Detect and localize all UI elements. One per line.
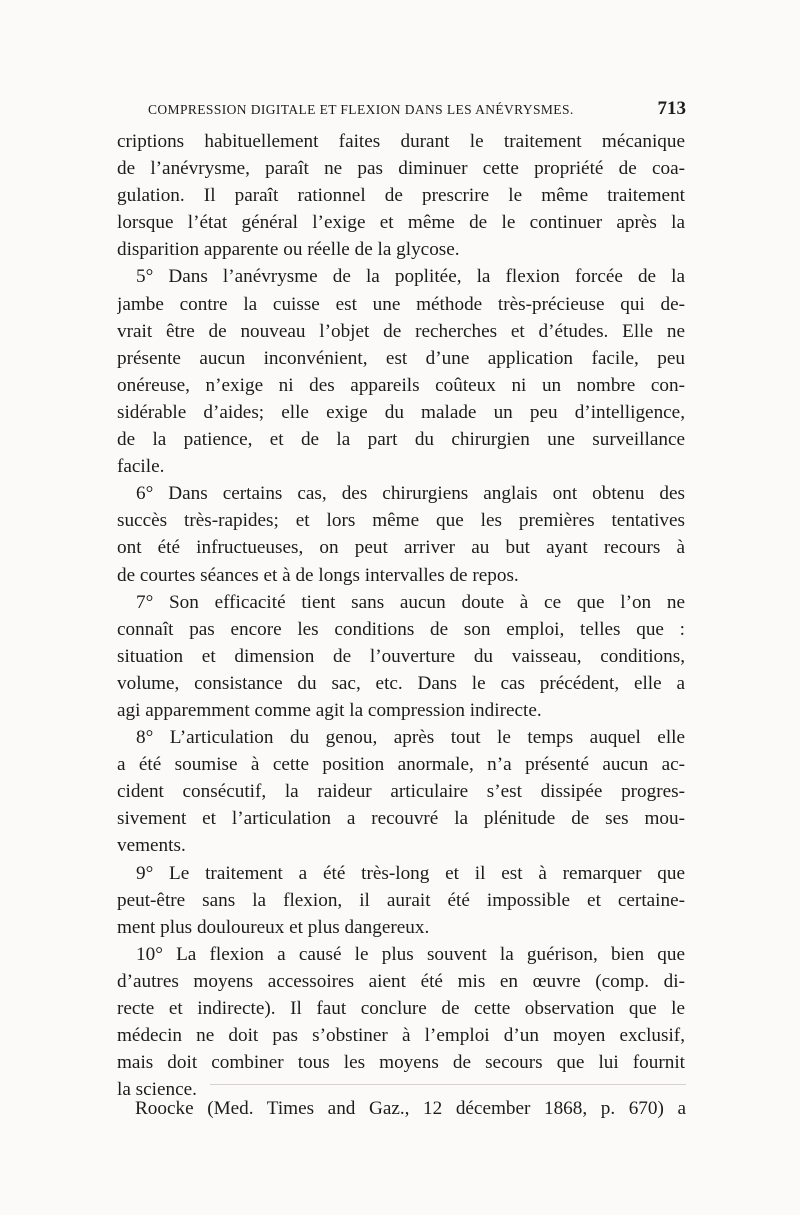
- page-number: 713: [657, 98, 686, 119]
- text-line: a été soumise à cette position anormale, n’a présenté aucun ac-: [117, 754, 685, 776]
- text-line: 8° L’articulation du genou, après tout le temps auquel elle: [136, 727, 685, 749]
- text-line: gulation. Il paraît rationnel de prescrire le même traitement: [117, 185, 685, 207]
- text-line: ont été infructueuses, on peut arriver au but ayant recours à: [117, 537, 685, 559]
- text-line: présente aucun inconvénient, est d’une application facile, peu: [117, 347, 685, 369]
- text-line: d’autres moyens accessoires aient été mis en œuvre (comp. di-: [117, 970, 685, 992]
- text-line: criptions habituellement faites durant le traitement mécanique: [117, 131, 685, 152]
- text-line: 7° Son efficacité tient sans aucun doute à ce que l’on ne: [136, 591, 685, 613]
- text-line: vements.: [117, 835, 186, 857]
- running-head: [148, 98, 686, 124]
- text-line: 9° Le traitement a été très-long et il est à remarquer que: [136, 862, 685, 884]
- running-title: COMPRESSION DIGITALE ET FLEXION DANS LES ANÉVRYSMES.: [148, 102, 574, 117]
- text-line: sidérable d’aides; elle exige du malade un peu d’intelligence,: [117, 401, 685, 423]
- body-text: [117, 128, 685, 1103]
- text-line: sivement et l’articulation a recouvré la plénitude de ses mou-: [117, 808, 685, 830]
- text-line: onéreuse, n’exige ni des appareils coûteux ni un nombre con-: [117, 374, 685, 396]
- text-line: lorsque l’état général l’exige et même de le continuer après la: [117, 212, 685, 234]
- text-line: de la patience, et de la part du chirurgien une surveillance: [117, 429, 685, 451]
- text-line: la science.: [117, 1079, 197, 1101]
- text-line: disparition apparente ou réelle de la glycose.: [117, 239, 460, 261]
- text-line: cident consécutif, la raideur articulaire s’est dissipée progres-: [117, 781, 685, 803]
- text-line: peut-être sans la flexion, il aurait été impossible et certaine-: [117, 889, 685, 911]
- text-line: 5° Dans l’anévrysme de la poplitée, la flexion forcée de la: [136, 266, 685, 288]
- text-line: situation et dimension de l’ouverture du vaisseau, conditions,: [117, 645, 685, 667]
- text-line: jambe contre la cuisse est une méthode très-précieuse qui de-: [117, 293, 685, 315]
- text-line: recte et indirecte). Il faut conclure de cette observation que le: [117, 998, 685, 1019]
- text-line: 6° Dans certains cas, des chirurgiens anglais ont obtenu des: [136, 483, 685, 505]
- text-line: succès très-rapides; et lors même que les premières tentatives: [117, 510, 685, 532]
- text-line: 10° La flexion a causé le plus souvent la guérison, bien que: [136, 943, 685, 965]
- text-line: agi apparemment comme agit la compression indirecte.: [117, 699, 542, 721]
- text-line: connaît pas encore les conditions de son emploi, telles que :: [117, 618, 685, 640]
- continuation-line: Roocke (Med. Times and Gaz., 12 décember 1868, p. 670) a: [135, 1098, 686, 1119]
- text-line: volume, consistance du sac, etc. Dans le cas précédent, elle a: [117, 672, 685, 694]
- text-line: vrait être de nouveau l’objet de recherches et d’études. Elle ne: [117, 320, 685, 342]
- text-line: mais doit combiner tous les moyens de secours que lui fournit: [117, 1052, 685, 1074]
- text-line: médecin ne doit pas s’obstiner à l’emploi d’un moyen exclusif,: [117, 1025, 685, 1047]
- text-line: facile.: [117, 456, 165, 478]
- text-line: ment plus douloureux et plus dangereux.: [117, 916, 430, 938]
- footer-divider: [210, 1084, 686, 1085]
- text-line: de courtes séances et à de longs intervalles de repos.: [117, 564, 519, 586]
- text-line: de l’anévrysme, paraît ne pas diminuer cette propriété de coa-: [117, 158, 685, 180]
